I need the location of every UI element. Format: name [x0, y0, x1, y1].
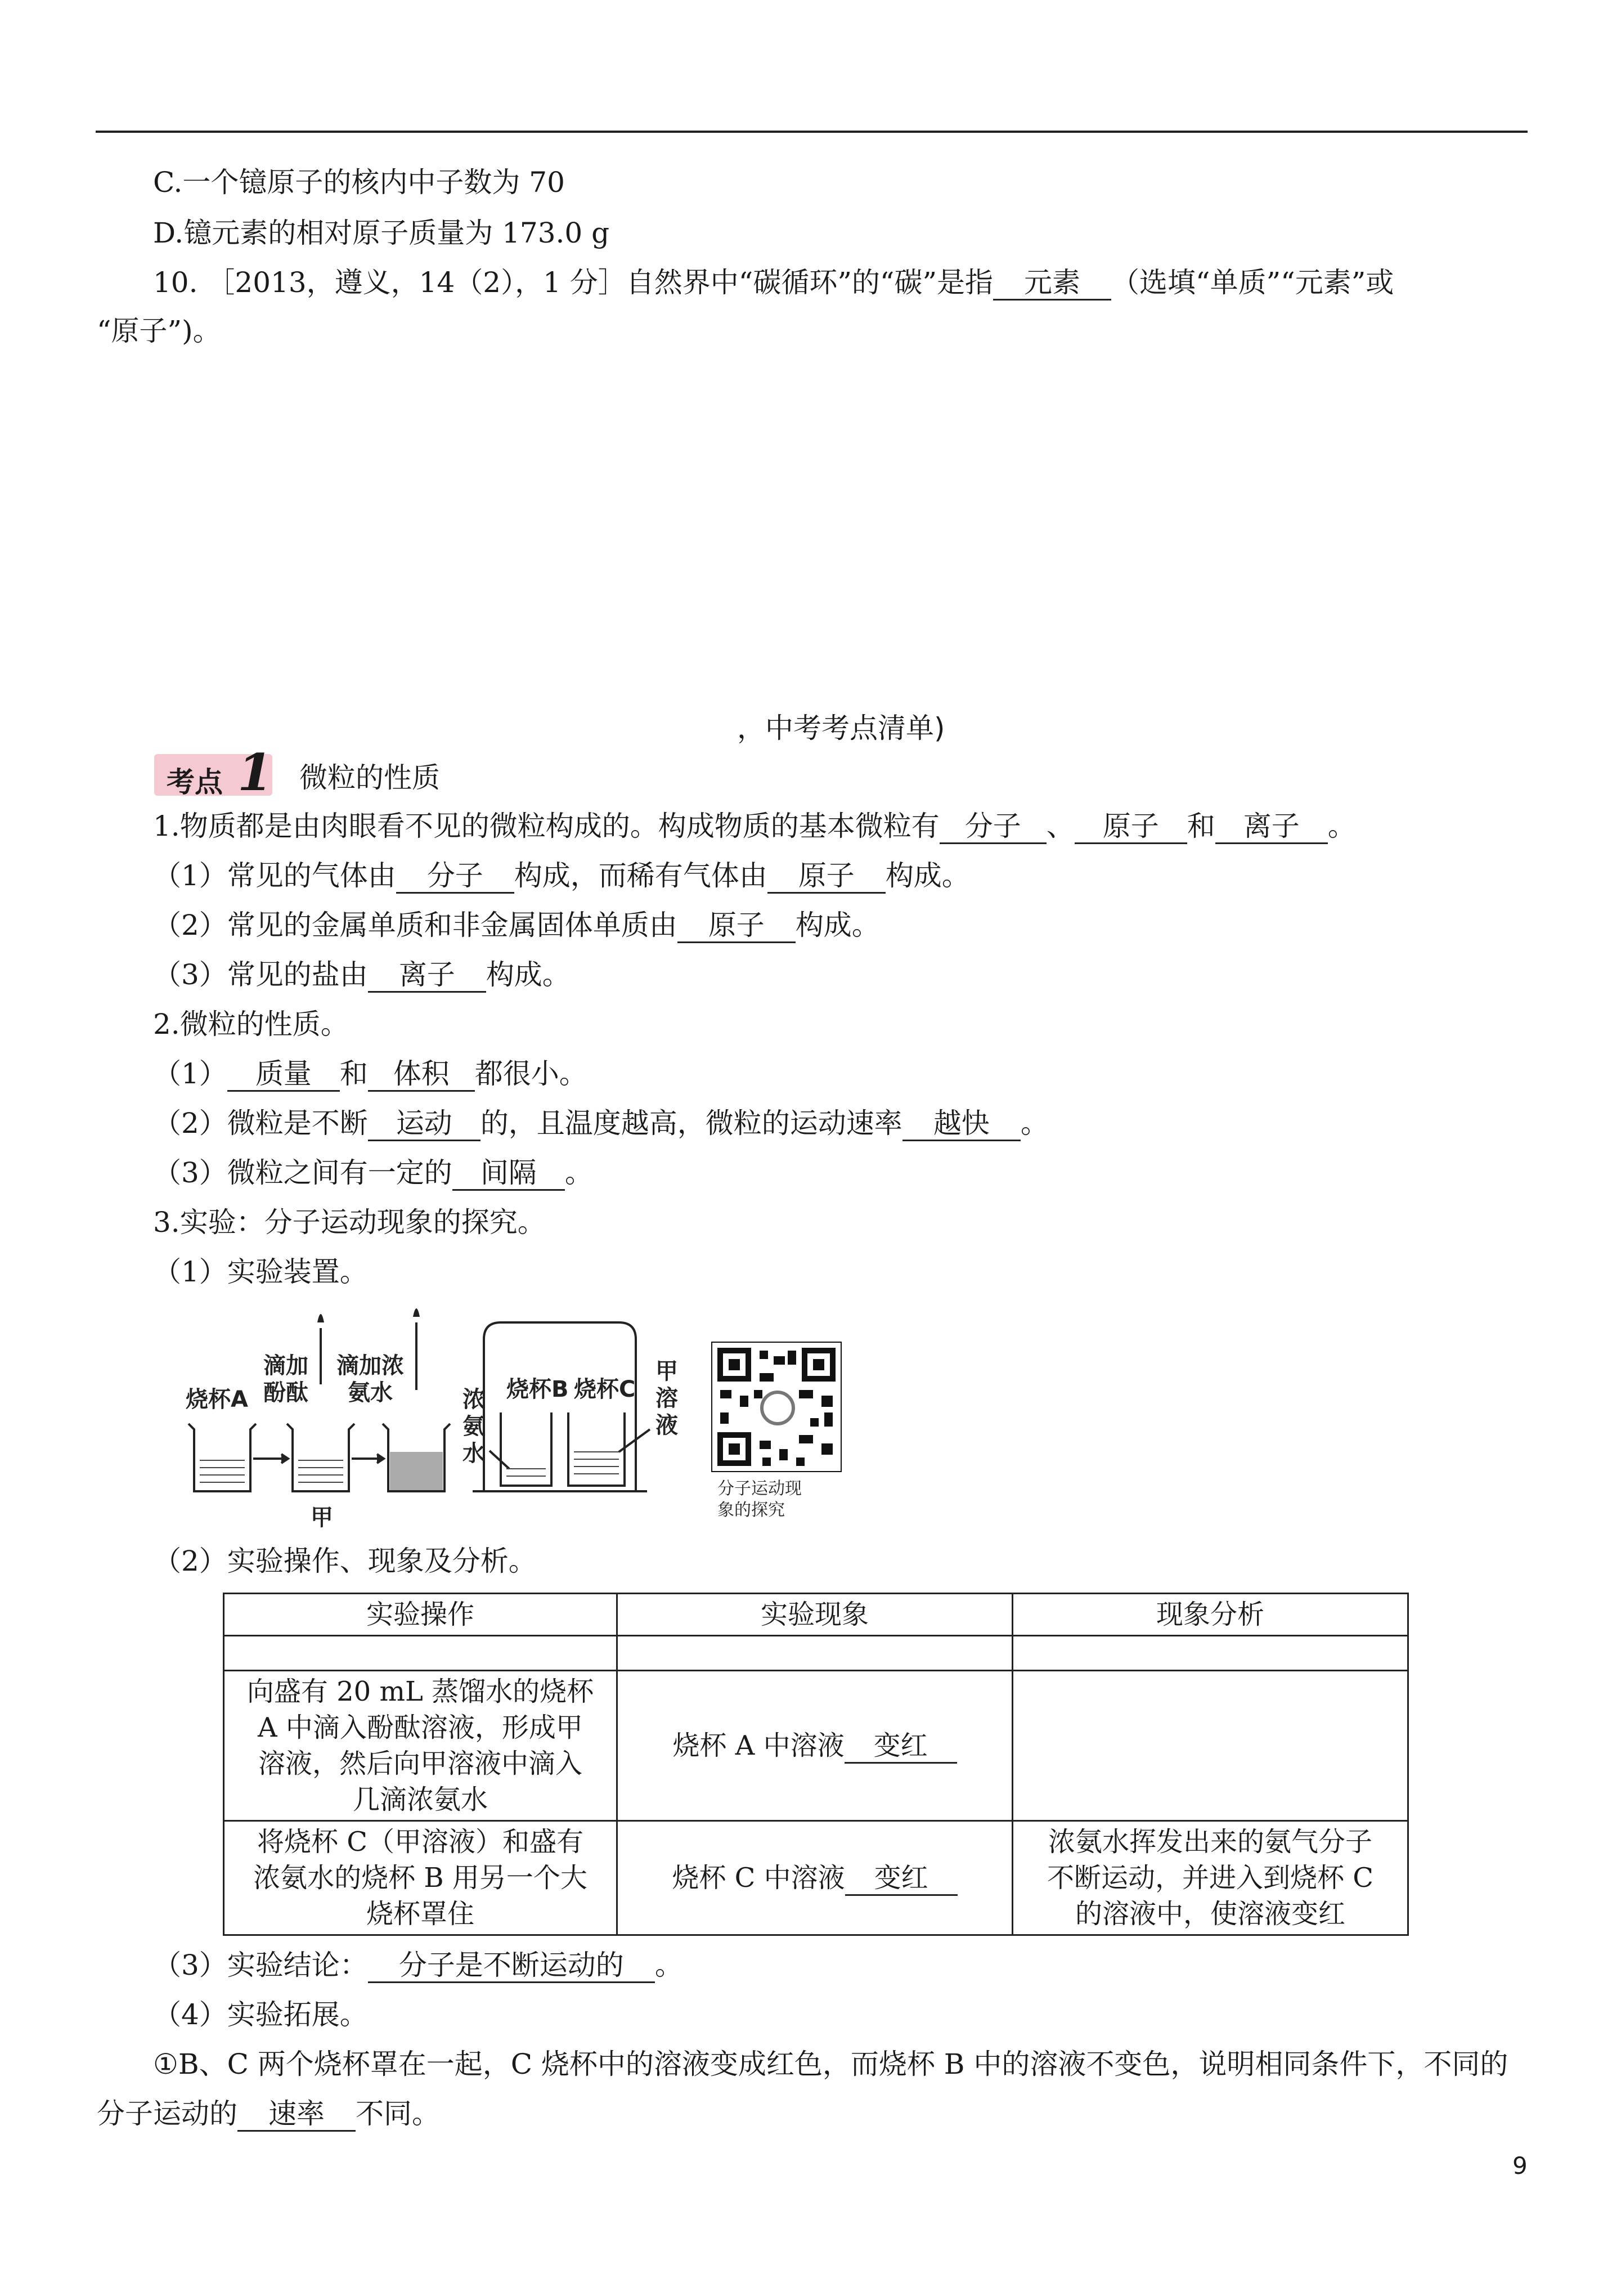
item1-sub3 — [153, 957, 571, 993]
cell-line: 将烧杯 C（甲溶液）和盛有 — [257, 1826, 583, 1858]
cell-line: 几滴浓氨水 — [352, 1784, 488, 1815]
answer-blank: 变红 — [845, 1729, 957, 1764]
answer-blank: 越快 — [902, 1107, 1021, 1141]
table-header-row — [224, 1594, 1408, 1636]
period: 。 — [1327, 810, 1356, 842]
q10-answer: 元素 — [993, 266, 1111, 301]
text: （3）微粒之间有一定的 — [153, 1156, 452, 1189]
text: 构成。 — [486, 958, 571, 991]
answer-blank: 原子 — [677, 909, 796, 943]
separator: 、 — [1046, 810, 1075, 842]
header-rule — [96, 131, 1528, 133]
beaker-jia-shape — [287, 1424, 354, 1491]
label-add-phenol-1: 滴加 — [263, 1353, 308, 1379]
text: 。 — [564, 1156, 593, 1189]
item3-sub3 — [153, 1947, 683, 1983]
text: （1）常见的气体由 — [153, 859, 396, 892]
table-cell — [1013, 1636, 1408, 1671]
phenomenon-cell — [617, 1671, 1012, 1821]
cell-line: 浓氨水挥发出来的氨气分子 — [1048, 1826, 1373, 1858]
text: 构成。 — [885, 859, 970, 892]
answer-blank: 间隔 — [452, 1156, 565, 1191]
table-empty-row — [224, 1636, 1408, 1671]
section-title: ，中考考点清单) — [737, 712, 945, 745]
beaker-a-shape — [188, 1424, 256, 1491]
qr-label-2: 象的探究 — [717, 1500, 785, 1520]
cell-line: 烧杯罩住 — [366, 1898, 474, 1930]
label-sol-3: 液 — [655, 1412, 678, 1438]
text: 都很小。 — [474, 1057, 587, 1090]
item3-sub1: （1）实验装置。 — [153, 1255, 368, 1288]
table-cell — [224, 1636, 617, 1671]
cell-line: 不断运动，并进入到烧杯 C — [1047, 1862, 1374, 1894]
item3-sub2: （2）实验操作、现象及分析。 — [153, 1545, 537, 1577]
item1-intro-text: 1.物质都是由肉眼看不见的微粒构成的。构成物质的基本微粒有 — [153, 810, 940, 842]
text: 。 — [1020, 1107, 1049, 1140]
cell-line: 溶液，然后向甲溶液中滴入 — [258, 1748, 582, 1779]
label-jia: 甲 — [311, 1505, 333, 1531]
answer-blank: 分子是不断运动的 — [368, 1949, 655, 1983]
answer-blank: 速率 — [237, 2097, 356, 2132]
answer-blank: 原子 — [1075, 810, 1187, 844]
analysis-cell — [1013, 1821, 1408, 1935]
cell-text: 烧杯 A 中溶液 — [672, 1730, 845, 1761]
cell-text: 烧杯 C 中溶液 — [672, 1862, 845, 1894]
answer-blank: 离子 — [1215, 810, 1328, 844]
label-sol-2: 溶 — [655, 1385, 678, 1411]
cell-line: 向盛有 20 mL 蒸馏水的烧杯 — [246, 1676, 594, 1707]
experiment-table — [223, 1593, 1409, 1936]
label-add-ammonia-2: 氨水 — [348, 1380, 393, 1406]
text: 构成。 — [795, 909, 880, 941]
text: 。 — [654, 1949, 683, 1981]
item1-sub1 — [153, 858, 970, 894]
cell-line: A 中滴入酚酞溶液，形成甲 — [258, 1712, 583, 1743]
table-row — [224, 1671, 1408, 1821]
text: （2）微粒是不断 — [153, 1107, 368, 1140]
page-number: 9 — [1512, 2152, 1528, 2180]
option-c: C.一个镱原子的核内中子数为 70 — [153, 166, 565, 199]
answer-blank: 分子 — [940, 810, 1047, 844]
answer-blank: 质量 — [227, 1057, 340, 1092]
qr-label-1: 分子运动现 — [717, 1479, 802, 1499]
extension-line2 — [97, 2096, 440, 2132]
table-header: 现象分析 — [1013, 1594, 1408, 1636]
label-beaker-b: 烧杯B — [506, 1376, 569, 1402]
red-solution-fill — [390, 1452, 443, 1490]
beaker-c-shape — [568, 1412, 625, 1486]
label-add-ammonia-1: 滴加浓 — [336, 1353, 404, 1379]
answer-blank: 运动 — [368, 1107, 481, 1141]
section-heading: 微粒的性质 — [299, 761, 440, 794]
operation-cell — [224, 1821, 617, 1935]
item1-intro — [153, 808, 1356, 844]
question-10 — [153, 264, 1394, 301]
table-cell — [617, 1636, 1012, 1671]
text: 的，且温度越高，微粒的运动速率 — [480, 1107, 902, 1140]
option-d: D.镱元素的相对原子质量为 173.0 g — [153, 217, 610, 249]
q10-line2: “原子”)。 — [97, 315, 221, 347]
text: 和 — [339, 1057, 368, 1090]
item3-intro: 3.实验：分子运动现象的探究。 — [153, 1206, 546, 1239]
label-conc-2: 氨 — [462, 1414, 485, 1440]
q10-suffix: （选填“单质”“元素”或 — [1111, 266, 1394, 299]
extension-line1: ①B、C 两个烧杯罩在一起，C 烧杯中的溶液变成红色，而烧杯 B 中的溶液不变色，说明相同条件下，不同的 — [153, 2048, 1508, 2080]
text: （2）常见的金属单质和非金属固体单质由 — [153, 909, 677, 941]
answer-blank: 变红 — [845, 1862, 958, 1896]
qr-code-icon — [712, 1342, 841, 1472]
text: （1） — [153, 1057, 227, 1090]
item3-sub4: （4）实验拓展。 — [153, 1998, 368, 2031]
badge-number: 1 — [237, 743, 273, 802]
label-conc-1: 浓 — [462, 1387, 485, 1412]
answer-blank: 原子 — [767, 859, 886, 894]
apparatus-diagram — [180, 1300, 900, 1536]
label-add-phenol-2: 酚酞 — [263, 1380, 308, 1406]
text: 分子运动的 — [97, 2097, 237, 2130]
text: 不同。 — [356, 2097, 440, 2130]
cell-line: 的溶液中，使溶液变红 — [1075, 1898, 1346, 1930]
item2-sub2 — [153, 1105, 1049, 1141]
item2-sub1 — [153, 1056, 587, 1092]
answer-blank: 体积 — [368, 1057, 475, 1092]
q10-prefix: 10. ［2013，遵义，14（2），1 分］自然界中“碳循环”的“碳”是指 — [153, 266, 994, 299]
cell-line: 浓氨水的烧杯 B 用另一个大 — [253, 1862, 587, 1894]
item2-intro: 2.微粒的性质。 — [153, 1008, 349, 1041]
table-header: 实验现象 — [617, 1594, 1012, 1636]
label-beaker-c: 烧杯C — [574, 1376, 636, 1402]
answer-blank: 离子 — [368, 958, 486, 993]
beaker-b-shape — [501, 1412, 551, 1486]
phenomenon-cell — [617, 1821, 1012, 1935]
table-row — [224, 1821, 1408, 1935]
text: （3）实验结论： — [153, 1949, 368, 1981]
text: 构成，而稀有气体由 — [514, 859, 767, 892]
item2-sub3 — [153, 1155, 593, 1191]
kaodian-badge — [154, 743, 273, 802]
text: （3）常见的盐由 — [153, 958, 368, 991]
analysis-cell — [1013, 1671, 1408, 1821]
item1-sub2 — [153, 907, 880, 943]
label-beaker-a: 烧杯A — [186, 1387, 248, 1412]
separator: 和 — [1187, 810, 1215, 842]
label-sol-1: 甲 — [655, 1358, 678, 1384]
table-header: 实验操作 — [224, 1594, 617, 1636]
answer-blank: 分子 — [396, 859, 514, 894]
operation-cell — [224, 1671, 617, 1821]
label-conc-3: 水 — [462, 1441, 485, 1467]
badge-text: 考点 — [167, 766, 223, 799]
